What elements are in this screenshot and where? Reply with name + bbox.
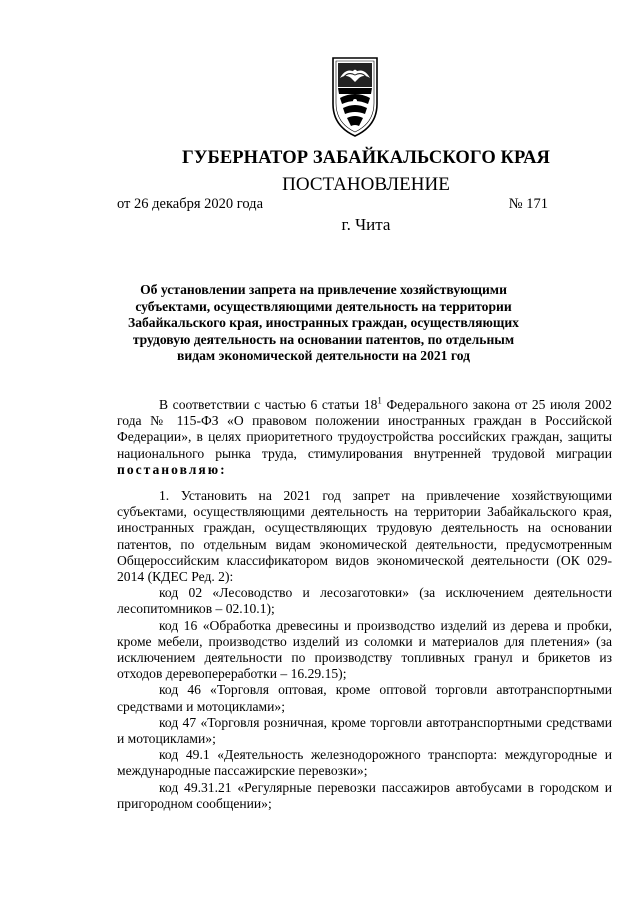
preamble-text-continued: Федерального закона от 25 июля 2002 года № 115-ФЗ «О правовом положении иностранных граждан в Российской Федерации», в целях приоритетного трудоустройства российских граждан, защиты национального рынка труда, стимулирования внутренней трудовой миграции — [117, 397, 612, 461]
issuing-authority: ГУБЕРНАТОР ЗАБАЙКАЛЬСКОГО КРАЯ — [181, 148, 551, 168]
code-item: код 49.1 «Деятельность железнодорожного транспорта: междугородные и международные пассажирские перевозки»; — [117, 747, 612, 779]
code-item: код 02 «Лесоводство и лесозаготовки» (за исключением деятельности лесопитомников – 02.10.1); — [117, 585, 612, 617]
document-city: г. Чита — [341, 215, 391, 234]
article-superscript: 1 — [377, 395, 382, 406]
document-type: ПОСТАНОВЛЕНИЕ — [282, 174, 450, 195]
code-item: код 16 «Обработка древесины и производство изделий из дерева и пробки, кроме мебели, производство изделий из соломки и материалов для плетения» (за исключением деятельности по производству топливных гранул и брикетов из отходов деревопереработки – 16.29.15); — [117, 617, 612, 682]
preamble-text: В соответствии с частью 6 статьи 18 — [159, 397, 378, 412]
preamble-paragraph — [117, 397, 612, 478]
code-item: код 49.31.21 «Регулярные перевозки пассажиров автобусами в городском и пригородном сообщении»; — [117, 779, 612, 811]
code-item: код 47 «Торговля розничная, кроме торговли автотранспортными средствами и мотоциклами»; — [117, 714, 612, 747]
code-item: код 46 «Торговля оптовая, кроме оптовой торговли автотранспортными средствами и мотоциклами»; — [117, 682, 612, 714]
coat-of-arms-icon — [329, 54, 381, 139]
point-1-paragraph: 1. Установить на 2021 год запрет на привлечение хозяйствующими субъектами, осуществляющими деятельность на территории Забайкальского края, иностранных граждан, осуществляющих трудовую деятельность на основании патентов, по отдельным видам экономической деятельности, предусмотренным Общероссийским классификатором видов экономической деятельности (ОК 029-2014 (КДЕС Ред. 2): — [117, 488, 612, 585]
document-date: от 26 декабря 2020 года — [117, 196, 263, 212]
decree-word: постановляю: — [117, 461, 227, 477]
document-number: № 171 — [508, 196, 548, 212]
document-title: Об установлении запрета на привлечение хозяйствующими субъектами, осуществляющими деятельность на территории Забайкальского края, иностранных граждан, осуществляющих трудовую деятельность на основании патентов, по отдельным видам экономической деятельности на 2021 год — [128, 282, 519, 363]
document-body — [117, 397, 612, 812]
